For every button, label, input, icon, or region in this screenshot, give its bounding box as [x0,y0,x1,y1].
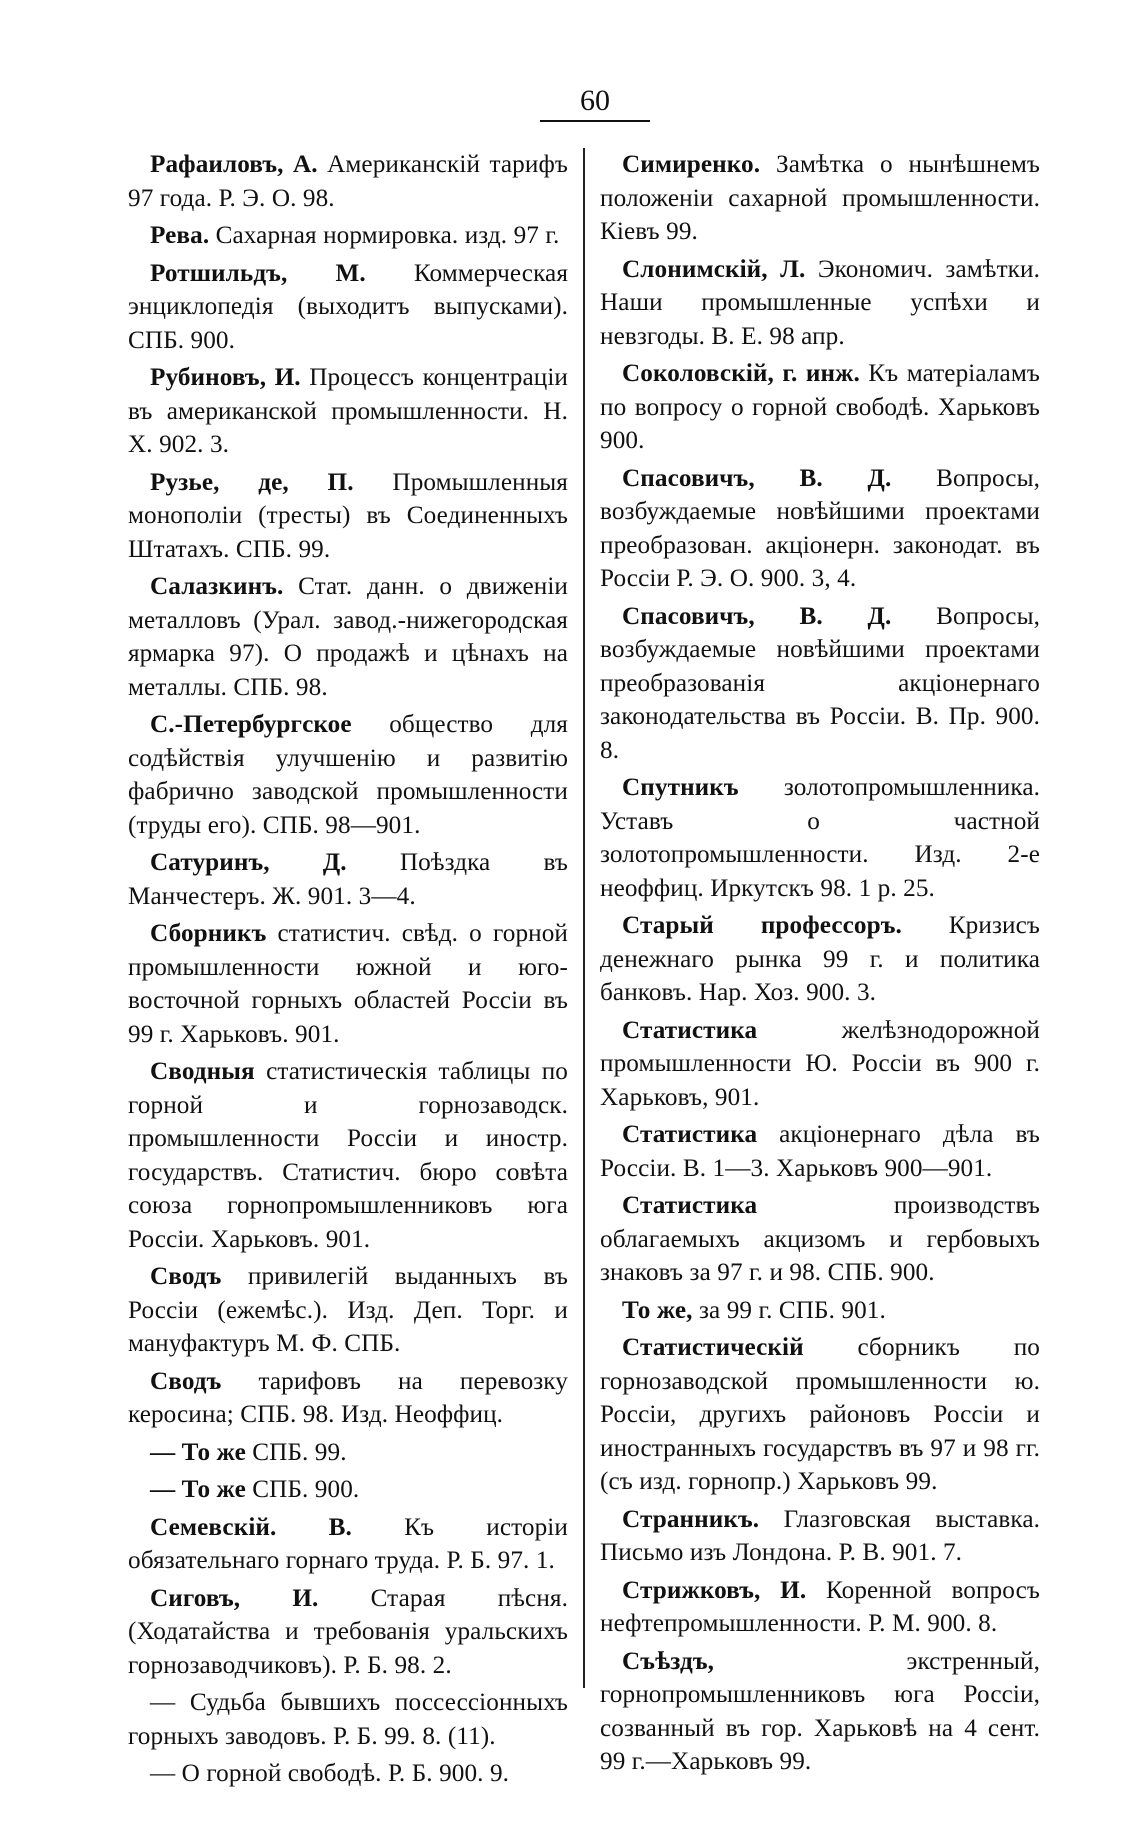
entry-text: Старая пѣсня. (Ходатайства и требованія уральскихъ горнозаводчиковъ). Р. Б. 98. 2. [128,1584,568,1679]
entry-text: — О горной свободѣ. Р. Б. 900. 9. [150,1760,510,1787]
entry-head: Сводъ [150,1367,222,1395]
entry-text: Къ исторіи обязательнаго горнаго труда. Р. Б. 97. 1. [128,1513,568,1574]
entry-text: Промышленныя монополіи (тресты) въ Соединенныхъ Штатахъ. СПБ. 99. [128,468,568,563]
left-column [128,148,568,1795]
entry-text: сборникъ по горнозаводской промышленности ю. Россіи, другихъ районовъ Россіи и иностранныхъ государствъ въ 97 и 98 гг. (съ изд. горнопр.) Харьковъ 99. [600,1334,1040,1495]
entry-text: акціонернаго дѣла въ Россіи. В. 1—3. Харьковъ 900—901. [600,1121,1040,1182]
entry-text: Экономич. замѣтки. Наши промышленные успѣхи и невзгоды. В. Е. 98 апр. [600,255,1040,350]
entry [128,219,568,253]
entry [600,1645,1040,1779]
entry-head: — То же [150,1476,246,1503]
entry [128,1260,568,1361]
entry-head: Рузье, де, П. [150,468,354,496]
entry [128,1686,568,1753]
entry-head: Старый профессоръ. [622,912,902,939]
entry [600,1118,1040,1185]
entry [128,917,568,1051]
entry-text: статистич. свѣд. о горной промышленности южной и юго-восточной горныхъ областей Россіи въ 99 г. Харьковъ. 901. [128,920,568,1048]
entry [600,1503,1040,1570]
entry-text: статистическія таблицы по горной и горнозаводск. промышленности Россіи и иностр. государствъ. Статистич. бюро совѣта союза горнопромышленниковъ юга Россіи. Харьковъ. 901. [128,1058,568,1253]
entry [128,1055,568,1256]
entry-text: — Судьба бывшихъ поссессіонныхъ горныхъ заводовъ. Р. Б. 99. 8. (11). [128,1689,568,1750]
entry-head: Семевскій. В. [150,1513,352,1541]
entry-head: Статистика [622,1192,758,1219]
entry [600,1294,1040,1328]
entry [128,708,568,842]
entry [600,1574,1040,1641]
entry [600,771,1040,905]
entry [600,357,1040,458]
entry-text: Коммерческая энциклопедія (выходитъ выпусками). СПБ. 900. [128,259,568,354]
entry [128,148,568,215]
entry-text: желѣзнодорожной промышленности Ю. Россіи въ 900 г. Харьковъ, 901. [600,1016,1040,1111]
entry-head: Спасовичъ, В. Д. [622,464,892,492]
entry-text: Глазговская выставка. Письмо изъ Лондона. Р. В. 901. 7. [600,1505,1040,1566]
entry-head: Сборникъ [150,920,267,947]
entry-text: экстренный, горнопромышленниковъ юга Россіи, созванный въ гор. Харьковѣ на 4 сент. 99 г.—Харьковъ 99. [600,1647,1040,1775]
entry [600,462,1040,596]
entry-head: Спутникъ [622,774,739,801]
entry-head: Салазкинъ. [150,573,284,600]
entry-text: Стат. данн. о движеніи металловъ (Урал. завод.-нижегородская ярмарка 97). О продажѣ и цѣнахъ на металлы. СПБ. 98. [128,573,568,701]
entry-text: Вопросы, возбуждаемые новѣйшими проектами преобразован. акціонерн. законодат. въ Россіи Р. Э. О. 900. 3, 4. [600,464,1040,592]
entry-text: Коренной вопросъ нефтепромышленности. Р. М. 900. 8. [600,1576,1040,1637]
entry [600,909,1040,1010]
entry [128,846,568,913]
entry-text: Замѣтка о нынѣшнемъ положеніи сахарной промышленности. Кіевъ 99. [600,151,1040,245]
entry-text: за 99 г. СПБ. 901. [692,1296,886,1324]
entry-text: производствъ облагаемыхъ акцизомъ и гербовыхъ знаковъ за 97 г. и 98. СПБ. 900. [600,1192,1040,1286]
entry [600,600,1040,768]
entry [128,1582,568,1683]
entry-head: Слонимскій, Л. [622,255,806,283]
entry-text: СПБ. 900. [245,1476,360,1503]
entry [128,257,568,358]
entry [600,148,1040,249]
entry-head: Сводныя [150,1058,255,1085]
entry-head: Съѣздъ, [622,1647,715,1675]
entry-text: привилегій выданныхъ въ Россіи (ежемѣс.). Изд. Деп. Торг. и мануфактуръ М. Ф. СПБ. [128,1263,568,1357]
entry [600,1014,1040,1115]
entry [128,361,568,462]
column-divider [583,148,585,1688]
entry-head: Статистика [622,1121,758,1148]
entry [600,1189,1040,1290]
entry [128,1473,568,1507]
entry-head: Рубиновъ, И. [150,364,301,391]
entry [128,1757,568,1791]
entry-head: Странникъ. [622,1505,760,1533]
entry-text: золотопромышленника. Уставъ о частной золотопромышленности. Изд. 2-е неоффиц. Иркутскъ 98. 1 р. 25. [600,774,1040,902]
entry-head: Сатуринъ, Д. [150,849,347,876]
entry-text: Процессъ концентраціи въ американской промышленности. Н. Х. 902. 3. [128,364,568,458]
entry-text: Сахарная нормировка. изд. 97 г. [209,222,560,249]
entry-head: — То же [150,1438,246,1466]
entry [128,466,568,567]
page-number: 60 [540,84,650,122]
entry-text: Поѣздка въ Манчестеръ. Ж. 901. 3—4. [128,849,568,910]
entry-text: Къ матеріаламъ по вопросу о горной свободѣ. Харьковъ 900. [600,360,1040,454]
entry-text: Вопросы, возбуждаемые новѣйшими проектами преобразованія акціонернаго законодательства въ Россіи. В. Пр. 900. 8. [600,602,1040,764]
entry-head: Сводъ [150,1263,222,1290]
entry-text: СПБ. 99. [245,1438,347,1466]
entry [600,1331,1040,1499]
entry-head: С.-Петербургское [150,711,352,738]
entry-text: тарифовъ на перевозку керосина; СПБ. 98. Изд. Неоффиц. [128,1367,568,1428]
entry-text: Американскій тарифъ 97 года. Р. Э. О. 98. [128,151,568,212]
right-column [600,148,1040,1783]
entry-head: То же, [622,1296,693,1324]
entry-head: Соколовскій, г. инж. [622,360,860,387]
entry-head: Рафаиловъ, А. [150,151,318,178]
entry [128,1511,568,1578]
entry-text: Кризисъ денежнаго рынка 99 г. и политика банковъ. Нар. Хоз. 900. 3. [600,912,1040,1006]
entry-head: Рева. [150,222,210,249]
entry [128,1365,568,1432]
entry [128,570,568,704]
entry [128,1436,568,1470]
entry-head: Симиренко. [622,151,761,178]
entry-head: Ротшильдъ, М. [150,259,366,287]
entry-head: Статистическій [622,1334,804,1361]
entry-head: Сиговъ, И. [150,1584,319,1612]
entry [600,253,1040,354]
entry-text: общество для содѣйствія улучшенію и развитію фабрично заводской промышленности (труды его). СПБ. 98—901. [128,711,568,839]
entry-head: Статистика [622,1016,758,1044]
entry-head: Спасовичъ, В. Д. [622,602,892,630]
entry-head: Стрижковъ, И. [622,1576,807,1604]
